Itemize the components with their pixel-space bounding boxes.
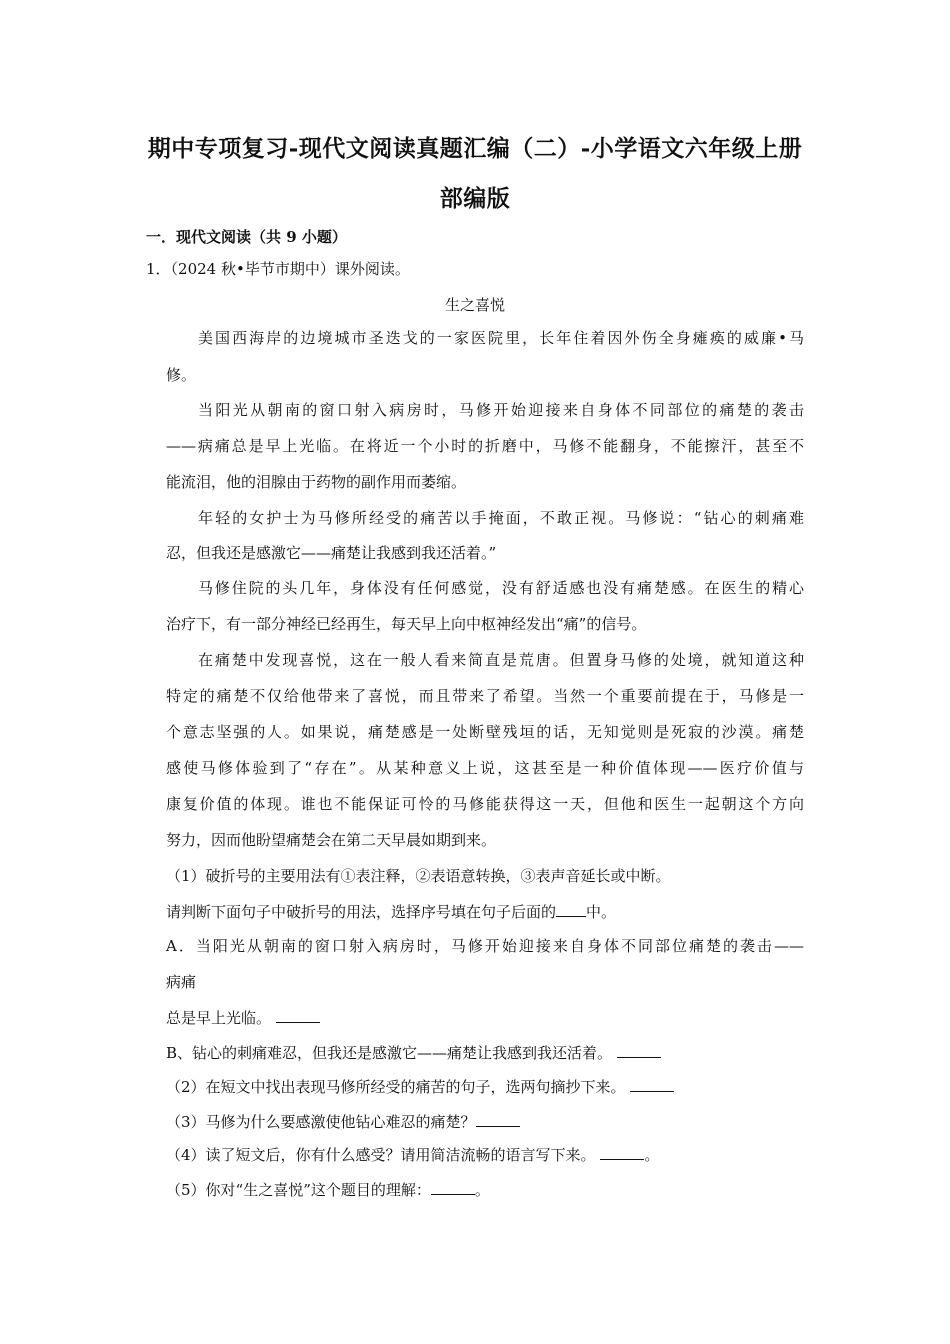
question-4-end: 。 — [644, 1146, 660, 1164]
answer-blank[interactable] — [630, 1077, 674, 1092]
document-title-line-1: 期中专项复习-现代文阅读真题汇编（二）-小学语文六年级上册 — [147, 135, 803, 162]
passage-line: 个意志坚强的人。如果说，痛楚感是一处断壁残垣的话，无知觉则是死寂的沙漠。痛楚 — [166, 723, 804, 741]
passage-line: 年轻的女护士为马修所经受的痛苦以手掩面，不敢正视。马修说：“钻心的刺痛难 — [198, 509, 804, 527]
question-2-text: （2）在短文中找出表现马修所经受的痛苦的句子，选两句摘抄下来。 — [166, 1078, 626, 1096]
passage-line: 当阳光从朝南的窗口射入病房时，马修开始迎接来自身体不同部位的痛楚的袭击 — [198, 401, 804, 419]
passage-line: 马修住院的头几年，身体没有任何感觉，没有舒适感也没有痛楚感。在医生的精心 — [198, 579, 804, 597]
passage-line: ——病痛总是早上光临。在将近一个小时的折磨中，马修不能翻身，不能擦汗，甚至不 — [166, 437, 804, 455]
passage-title: 生之喜悦 — [444, 296, 505, 314]
question-1-intro: 1．（2024 秋•毕节市期中）课外阅读。 — [146, 260, 410, 278]
question-a-line-1: A．当阳光从朝南的窗口射入病房时，马修开始迎接来自身体不同部位痛楚的袭击—— — [166, 937, 804, 955]
question-b-text: B、钻心的刺痛难忍，但我还是感激它——痛楚让我感到我还活着。 — [166, 1044, 613, 1062]
question-a-line-2: 病痛 — [166, 973, 197, 991]
answer-blank[interactable] — [431, 1180, 475, 1195]
question-1-instruction-text: 请判断下面句子中破折号的用法，选择序号填在句子后面的 — [166, 903, 557, 921]
answer-blank[interactable] — [476, 1112, 520, 1127]
section-heading: 一．现代文阅读（共 9 小题） — [146, 228, 347, 246]
question-b — [166, 1043, 661, 1063]
answer-blank[interactable] — [617, 1043, 661, 1058]
question-4-text: （4）读了短文后，你有什么感受？请用简洁流畅的语言写下来。 — [166, 1146, 596, 1164]
answer-blank[interactable] — [276, 1008, 320, 1023]
question-4 — [166, 1145, 659, 1165]
question-3-text: （3）马修为什么要感激使他钻心难忍的痛楚？ — [166, 1113, 476, 1131]
passage-line: 美国西海岸的边境城市圣迭戈的一家医院里，长年住着因外伤全身瘫痪的威廉•马 — [198, 329, 804, 347]
passage-line: 治疗下，有一部分神经已经再生，每天早上向中枢神经发出“痛”的信号。 — [166, 615, 647, 633]
passage-line: 修。 — [166, 366, 197, 384]
question-1-sub-1: （1）破折号的主要用法有①表注释，②表语意转换，③表声音延长或中断。 — [166, 867, 671, 885]
question-1-instruction — [166, 902, 616, 922]
answer-blank[interactable] — [556, 902, 586, 917]
question-1-instruction-end: 中。 — [586, 903, 617, 921]
answer-blank[interactable] — [600, 1145, 644, 1160]
passage-line: 忍，但我还是感激它——痛楚让我感到我还活着。” — [166, 544, 497, 562]
passage-line: 在痛楚中发现喜悦，这在一般人看来简直是荒唐。但置身马修的处境，就知道这种 — [198, 651, 804, 669]
question-a-line-3 — [166, 1008, 320, 1028]
document-title-line-2: 部编版 — [439, 185, 511, 212]
passage-line: 感使马修体验到了“存在”。从某种意义上说，这甚至是一种价值体现——医疗价值与 — [166, 759, 804, 777]
question-5-end: 。 — [474, 1181, 490, 1199]
question-5 — [166, 1180, 490, 1200]
question-a-line-3-text: 总是早上光临。 — [166, 1009, 272, 1027]
passage-line: 努力，因而他盼望痛楚会在第二天早晨如期到来。 — [166, 831, 497, 849]
passage-line: 能流泪，他的泪腺由于药物的副作用而萎缩。 — [166, 473, 467, 491]
passage-line: 特定的痛楚不仅给他带来了喜悦，而且带来了希望。当然一个重要前提在于，马修是一 — [166, 687, 804, 705]
question-3 — [166, 1112, 520, 1132]
question-2 — [166, 1077, 674, 1097]
passage-line: 康复价值的体现。谁也不能保证可怜的马修能获得这一天，但他和医生一起朝这个方向 — [166, 795, 804, 813]
question-5-text: （5）你对“生之喜悦”这个题目的理解： — [166, 1181, 431, 1199]
